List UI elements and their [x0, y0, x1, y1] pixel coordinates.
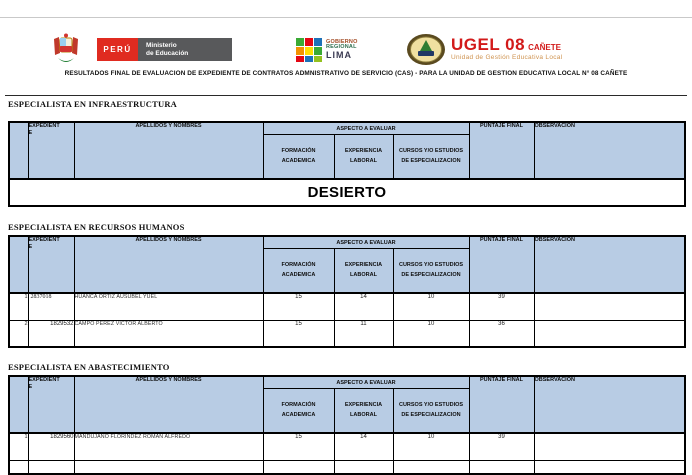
col-header-formacion: FORMACIÓN ACADEMICA — [263, 249, 334, 294]
cell-cursos: 10 — [393, 433, 469, 460]
cell-puntaje: 39 — [469, 433, 534, 460]
col-header-observacion: OBSERVACIÓN — [534, 236, 685, 293]
peru-label: PERÚ — [103, 45, 132, 54]
col-header-formacion: FORMACIÓN ACADEMICA — [263, 389, 334, 434]
col-header-experiencia: EXPERIENCIA LABORAL — [334, 135, 393, 180]
cell-experiencia: 11 — [334, 320, 393, 347]
cell-expediente: 1829532 — [28, 320, 74, 347]
cell-formacion: 15 — [263, 433, 334, 460]
cell-observacion — [534, 293, 685, 320]
cell-experiencia: 14 — [334, 293, 393, 320]
col-header-observacion: OBSERVACIÓN — [534, 122, 685, 179]
table-row — [9, 320, 685, 347]
cell-nombres: MANDUJANO FLORINDEZ ROMAN ALFREDO — [74, 433, 263, 460]
col-header-rownum — [9, 376, 28, 433]
table-row — [9, 433, 685, 460]
cell-formacion: 15 — [263, 320, 334, 347]
col-header-expediente: EXPEDIENTE — [28, 122, 74, 179]
page-top-divider — [0, 17, 692, 18]
minedu-line1: Ministerio — [146, 41, 177, 49]
desierto-row — [9, 179, 685, 206]
cell-cursos: 10 — [393, 293, 469, 320]
cell-rownum: 1 — [9, 433, 28, 460]
col-header-formacion: FORMACIÓN ACADEMICA — [263, 135, 334, 180]
col-header-aspecto: ASPECTO A EVALUAR — [263, 122, 469, 135]
ugel-name: UGEL 08 — [451, 35, 526, 54]
cell-experiencia: 14 — [334, 433, 393, 460]
col-header-experiencia: EXPERIENCIA LABORAL — [334, 249, 393, 294]
col-header-nombres: APELLIDOS Y NOMBRES — [74, 122, 263, 179]
gobierno-regional-lima-icon — [295, 37, 323, 63]
ugel-emblem-icon — [406, 33, 446, 66]
document-title: RESULTADOS FINAL DE EVALUACION DE EXPEDIENTE DE CONTRATOS ADMNISTRATIVO DE SERVICIO (CAS) - PARA LA UNIDAD DE GESTION EDUCATIVA LOCAL N° 08 CAÑETE — [64, 70, 628, 77]
title-divider — [5, 95, 687, 96]
section-infraestructura — [8, 99, 684, 207]
col-header-cursos: CURSOS Y/O ESTUDIOS DE ESPECIALIZACION — [393, 249, 469, 294]
logo-band — [0, 33, 692, 65]
peru-coat-of-arms-icon — [50, 33, 82, 63]
ugel-city: CAÑETE — [528, 43, 561, 52]
col-header-expediente: EXPEDIENTE — [28, 236, 74, 293]
gob-line2: REGIONAL — [326, 44, 357, 51]
section-heading: ESPECIALISTA EN ABASTECIMIENTO — [8, 362, 170, 372]
ugel-subtitle: Unidad de Gestión Educativa Local — [451, 54, 563, 61]
cell-puntaje: 39 — [469, 293, 534, 320]
cell-cursos: 10 — [393, 320, 469, 347]
desierto-label: DESIERTO — [9, 179, 685, 206]
gobierno-regional-lima-wordmark — [326, 40, 358, 61]
cell-nombres: HUANCA ORTIZ AUSUBEL YUEL — [74, 293, 263, 320]
col-header-nombres: APELLIDOS Y NOMBRES — [74, 376, 263, 433]
col-header-puntaje: PUNTAJE FINAL — [469, 236, 534, 293]
col-header-puntaje: PUNTAJE FINAL — [469, 376, 534, 433]
cell-observacion — [534, 433, 685, 460]
cell-rownum: 1 — [9, 293, 28, 320]
col-header-aspecto: ASPECTO A EVALUAR — [263, 236, 469, 249]
section-recursos-humanos — [8, 222, 684, 348]
gob-line1: GOBIERNO — [326, 38, 358, 45]
ugel-wordmark — [451, 36, 562, 61]
peru-wordmark — [97, 38, 138, 61]
col-header-aspecto: ASPECTO A EVALUAR — [263, 376, 469, 389]
table-row — [9, 293, 685, 320]
cell-puntaje: 36 — [469, 320, 534, 347]
cell-rownum: 2 — [9, 320, 28, 347]
evaluation-table-infraestructura — [8, 121, 686, 207]
section-heading: ESPECIALISTA EN RECURSOS HUMANOS — [8, 222, 185, 232]
col-header-puntaje: PUNTAJE FINAL — [469, 122, 534, 179]
cell-formacion: 15 — [263, 293, 334, 320]
cell-expediente: 1829560 — [28, 433, 74, 460]
section-heading: ESPECIALISTA EN INFRAESTRUCTURA — [8, 99, 177, 109]
table-row-cutoff — [9, 460, 685, 474]
ugel-08-logo — [406, 33, 562, 66]
col-header-nombres: APELLIDOS Y NOMBRES — [74, 236, 263, 293]
cell-expediente: 2837018 — [28, 293, 74, 320]
minedu-line2: de Educación — [146, 49, 189, 57]
gobierno-regional-lima-logo — [295, 37, 358, 63]
section-abastecimiento — [8, 362, 684, 475]
ministerio-educacion-wordmark — [138, 38, 232, 61]
gob-line3: LIMA — [326, 50, 352, 61]
col-header-observacion: OBSERVACIÓN — [534, 376, 685, 433]
col-header-cursos: CURSOS Y/O ESTUDIOS DE ESPECIALIZACION — [393, 135, 469, 180]
col-header-expediente: EXPEDIENTE — [28, 376, 74, 433]
col-header-rownum — [9, 236, 28, 293]
evaluation-table-recursos-humanos — [8, 235, 686, 348]
col-header-cursos: CURSOS Y/O ESTUDIOS DE ESPECIALIZACION — [393, 389, 469, 434]
cell-observacion — [534, 320, 685, 347]
col-header-rownum — [9, 122, 28, 179]
cell-nombres: CAMPO PEREZ VICTOR ALBERTO — [74, 320, 263, 347]
evaluation-table-abastecimiento — [8, 375, 686, 475]
col-header-experiencia: EXPERIENCIA LABORAL — [334, 389, 393, 434]
